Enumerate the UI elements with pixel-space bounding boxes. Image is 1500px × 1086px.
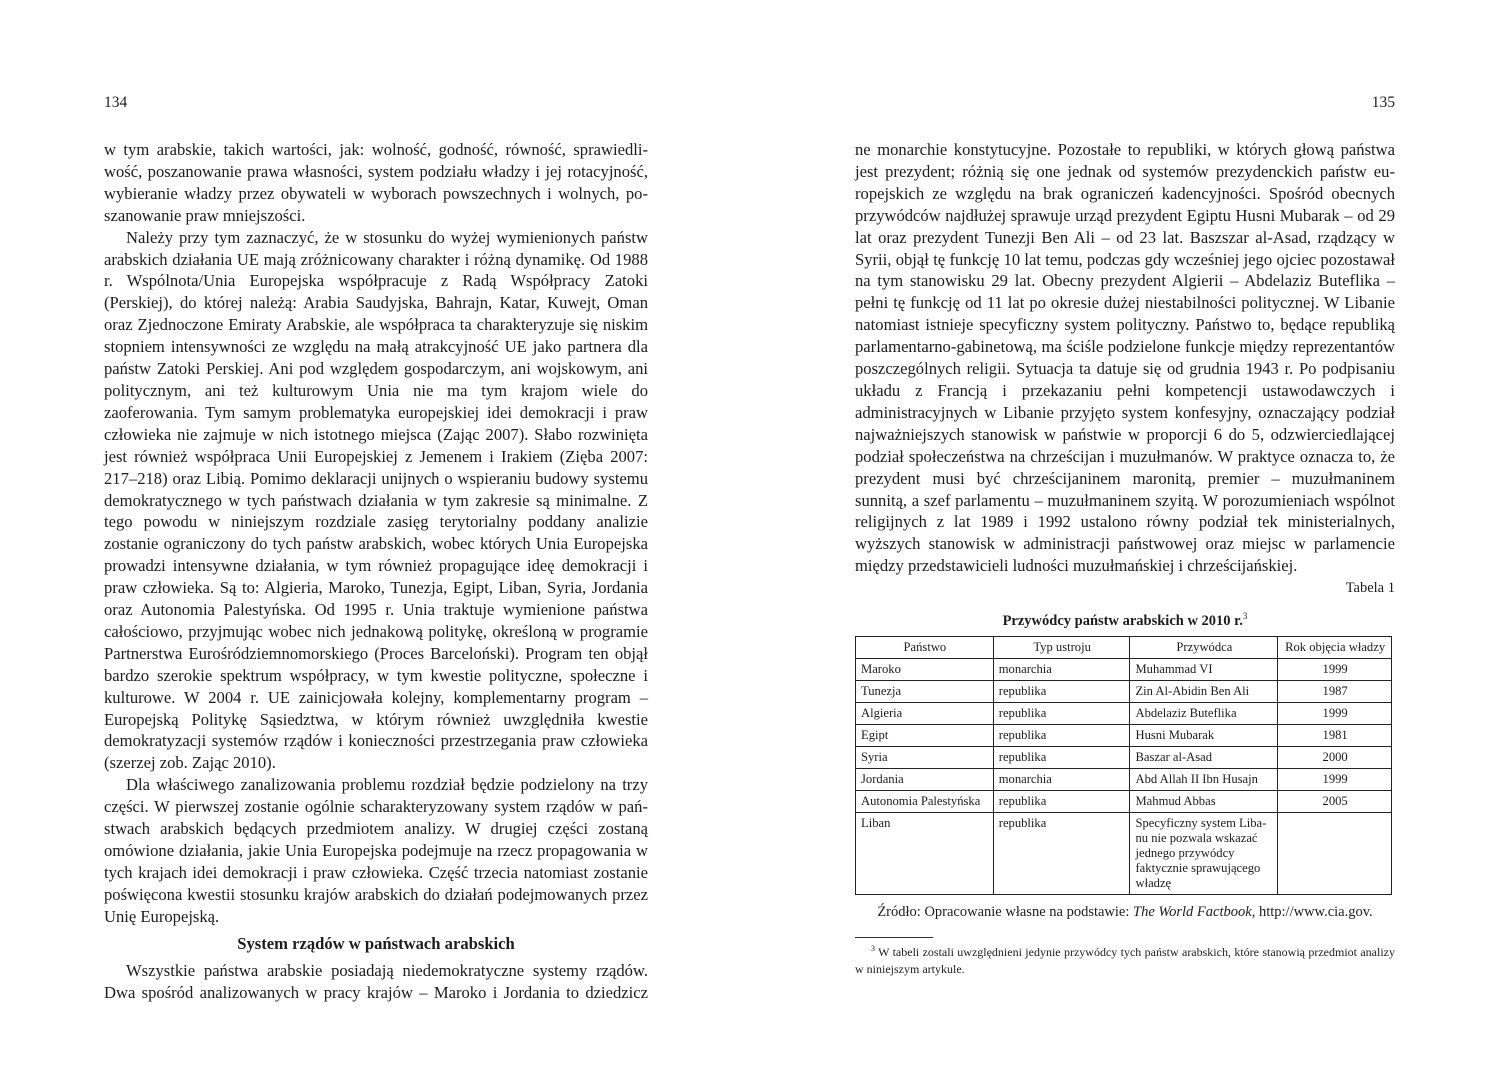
- column-header: Typ ustroju: [993, 637, 1130, 659]
- table-body: [856, 659, 1392, 895]
- column-header: Państwo: [856, 637, 994, 659]
- leaders-table: [855, 636, 1392, 895]
- table-row: [856, 769, 1392, 791]
- table-cell: Mahmud Abbas: [1130, 791, 1278, 813]
- left-body-text: [104, 139, 648, 1003]
- footnote-text: W tabeli zostali uwzględnieni jedynie przywódcy tych państw arabskich, które stanowią przedmiot analizy w niniejszym artykule.: [855, 945, 1395, 976]
- table-row: [856, 813, 1392, 895]
- table-title: [855, 606, 1395, 631]
- table-row: [856, 791, 1392, 813]
- table-cell: Zin Al-Abidin Ben Ali: [1130, 681, 1278, 703]
- footnote-divider: [855, 937, 933, 938]
- section-heading: System rządów w państwach arabskich: [237, 933, 515, 953]
- footnote-mark: 3: [871, 944, 875, 953]
- table-cell: [1278, 813, 1392, 895]
- table-cell: 2005: [1278, 791, 1392, 813]
- table-cell: republika: [993, 725, 1130, 747]
- table-source: [855, 902, 1395, 922]
- table-row: [856, 747, 1392, 769]
- table-cell: republika: [993, 813, 1130, 895]
- table-row: [856, 703, 1392, 725]
- footnote: [855, 941, 1395, 977]
- table-cell: monarchia: [993, 659, 1130, 681]
- page-number: 134: [104, 94, 128, 111]
- paragraph: ne monarchie konstytucyjne. Pozostałe to republiki, w których głową państwa jest prezydent; różnią się one jednak od systemów prezydenckich państw europejskich ze względu na brak ograniczeń kadencyjności. Spośród obecnych przywódców najdłużej sprawuje urząd prezydent Egiptu Husni Mubarak – od 29 lat oraz prezydent Tunezji Ben Ali – od 23 lat. Baszszar al-Asad, rządzący w Syrii, objął tę funkcję 10 lat temu, podczas gdy wcześniej jego ojciec pozostawał na tym stanowisku 29 lat. Obecny prezydent Algierii – Abdelaziz Buteflika – pełni tę funkcję od 11 lat po okresie dużej niestabilności politycznej. W Libanie natomiast istnieje specyficzny system polityczny. Państwo to, będące republiką parlamentarno-gabinetową, ma ściśle podzielone funkcje między reprezentantów poszczególnych religii. Sytuacja ta datuje się od grudnia 1943 r. Po podpisaniu układu z Francją i przekazaniu pełni kompetencji ustawodawczych i administracyjnych w Libanie przyjęto system konfesyjny, oznaczający podział najważniejszych stanowisk w państwie w proporcji 6 do 5, odzwierciedlającej podział społeczeństwa na chrześcijan i muzułmanów. W praktyce oznacza to, że prezydent musi być chrześcijaninem maronitą, premier – muzułmaninem sunnitą, a szef parlamentu – muzułmaninem szyitą. W porozumieniach wspólnot religijnych z lat 1989 i 1992 ustalono równy podział tek ministerialnych, wyższych stanowisk w administracji państwowej oraz miejsc w parlamencie między przedstawicieli ludności muzułmańskiej i chrześcijańskiej.: [855, 140, 1395, 576]
- paragraph: Wszystkie państwa arabskie posiadają niedemokratyczne systemy rządów. Dwa spośród analizowanych w pracy krajów – Maroko i Jordania to dziedzicz: [104, 960, 648, 1002]
- paragraph: w tym arabskie, takich wartości, jak: wolność, godność, równość, sprawiedliwość, poszanowanie prawa własności, system podziału władzy i jej rotacyjność, wybieranie władzy przez obywateli w wyborach powszechnych i wolnych, poszanowanie praw mniejszości.: [104, 140, 648, 225]
- paragraph: Należy przy tym zaznaczyć, że w stosunku do wyżej wymienionych państw arabskich działania UE mają zróżnicowany charakter i różną dynamikę. Od 1988 r. Wspólnota/Unia Europejska współpracuje z Radą Współpracy Zatoki (Perskiej), do której należą: Arabia Saudyjska, Bahrajn, Katar, Kuwejt, Oman oraz Zjednoczone Emiraty Arabskie, ale współpraca ta charakteryzuje się niskim stopniem intensywności ze względu na małą atrakcyjność UE jako partnera dla państw Zatoki Perskiej. Ani pod względem gospodarczym, ani wojskowym, ani politycznym, ani też kulturowym Unia nie ma tym krajom wiele do zaoferowania. Tym samym problematyka europejskiej idei demokracji i praw człowieka nie zajmuje w nich istotnego miejsca (Zając 2007). Słabo rozwinięta jest również współpraca Unii Europejskiej z Jemenem i Irakiem (Zięba 2007: 217–218) oraz Libią. Pomimo deklaracji unijnych o wspieraniu budowy systemu demokratycznego w tych państwach działania w tym zakresie są minimalne. Z tego powodu w niniejszym rozdziale zasięg terytorialny poddany analizie zostanie ograniczony do tych państw arabskich, wobec których Unia Europejska prowadzi intensywne działania, w tym również propagujące ideę demokracji i praw człowieka. Są to: Algieria, Maroko, Tunezja, Egipt, Liban, Syria, Jordania oraz Autonomia Palestyńska. Od 1995 r. Unia traktuje wymienione państwa całościowo, przyjmując wobec nich jednakową politykę, określoną w programie Partnerstwa Eurośródziemnomorskiego (Proces Barceloński). Program ten objął bardzo szerokie spektrum współpracy, w tym kwestie polityczne, społeczne i kulturowe. W 2004 r. UE zainicjowała kolejny, komplementarny program – Europejską Politykę Sąsiedztwa, w którym również uwzględniła kwestie demokratyzacji systemów rządów i konieczności przestrzegania praw człowieka (szerzej zob. Zając 2010).: [104, 227, 648, 773]
- table-cell: republika: [993, 703, 1130, 725]
- table-cell: Muhammad VI: [1130, 659, 1278, 681]
- paragraph: Dla właściwego zanalizowania problemu rozdział będzie podzielony na trzy części. W pierwszej zostanie ogólnie scharakteryzowany system rządów w państwach arabskich będących przedmiotem analizy. W drugiej części zostaną omówione działania, jakie Unia Europejska podejmuje na rzecz propagowania w tych krajach idei demokracji i praw człowieka. Część trzecia natomiast zostanie poświęcona kwestii stosunku krajów arabskich do działań podejmowanych przez Unię Europejską.: [104, 775, 648, 926]
- table-cell: republika: [993, 747, 1130, 769]
- table-cell: Abdelaziz Buteflika: [1130, 703, 1278, 725]
- table-cell: Syria: [856, 747, 994, 769]
- right-body-text: [855, 139, 1395, 577]
- table-cell: 1999: [1278, 769, 1392, 791]
- source-prefix: Źródło: Opracowanie własne na podstawie:: [877, 904, 1134, 920]
- table-row: [856, 681, 1392, 703]
- table-cell: 2000: [1278, 747, 1392, 769]
- table-cell: Algieria: [856, 703, 994, 725]
- table-title-text: Przywódcy państw arabskich w 2010 r.: [1002, 612, 1243, 629]
- column-header: Przywódca: [1130, 637, 1278, 659]
- source-suffix: , http://www.cia.gov.: [1251, 904, 1373, 920]
- footnote-reference: 3: [1242, 611, 1248, 621]
- table-header-row: [856, 637, 1392, 659]
- table-cell: 1987: [1278, 681, 1392, 703]
- table-cell: monarchia: [993, 769, 1130, 791]
- table-cell: republika: [993, 791, 1130, 813]
- table-cell: Tunezja: [856, 681, 994, 703]
- column-header: Rok objęcia władzy: [1278, 637, 1392, 659]
- table-cell: Autonomia Palestyńska: [856, 791, 994, 813]
- table-label: Tabela 1: [1345, 580, 1395, 596]
- table-row: [856, 659, 1392, 681]
- table-cell: Specyficzny system Libanu nie pozwala wskazać jednego przywódcy faktycznie sprawującego władzę: [1130, 813, 1278, 895]
- table-cell: 1999: [1278, 703, 1392, 725]
- table-cell: Abd Allah II Ibn Husajn: [1130, 769, 1278, 791]
- table-row: [856, 725, 1392, 747]
- table-cell: Maroko: [856, 659, 994, 681]
- table-cell: Husni Mubarak: [1130, 725, 1278, 747]
- table-cell: Baszar al-Asad: [1130, 747, 1278, 769]
- source-title: The World Factbook: [1133, 904, 1252, 920]
- table-cell: Liban: [856, 813, 994, 895]
- table-cell: republika: [993, 681, 1130, 703]
- table-cell: Egipt: [856, 725, 994, 747]
- table-cell: 1981: [1278, 725, 1392, 747]
- table-cell: 1999: [1278, 659, 1392, 681]
- table-cell: Jordania: [856, 769, 994, 791]
- page-number: 135: [1371, 94, 1395, 111]
